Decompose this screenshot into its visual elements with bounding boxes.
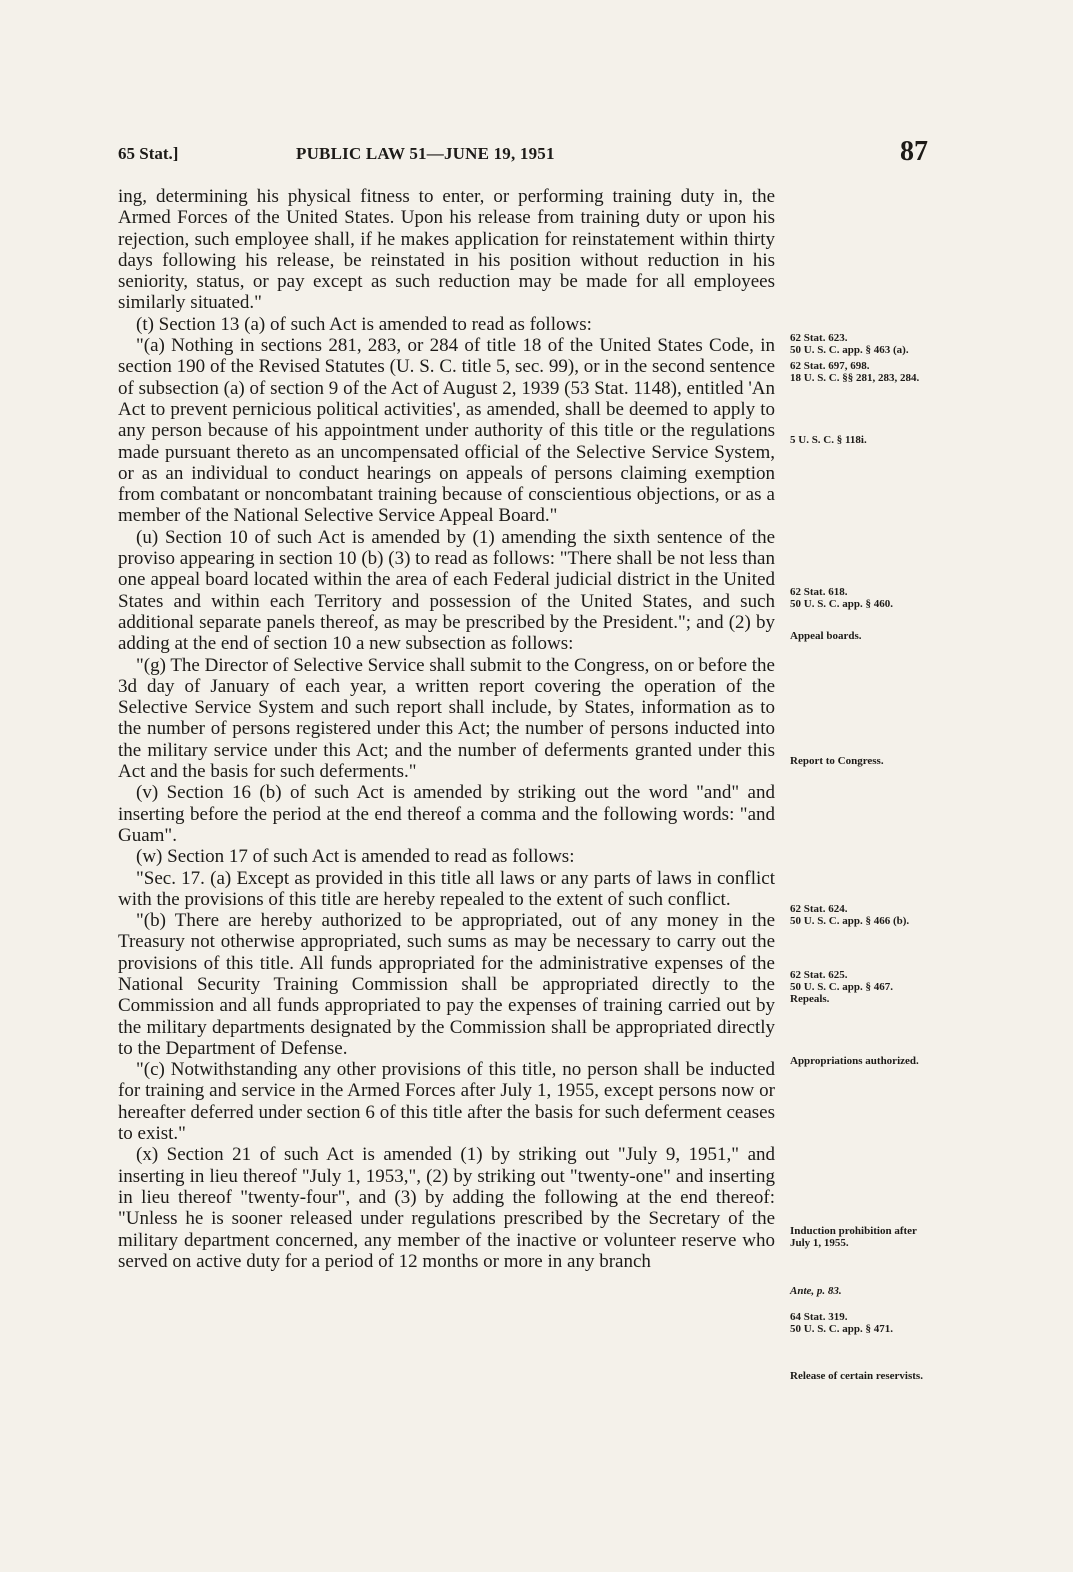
margin-note-5-usc: 5 U. S. C. § 118i. [790, 434, 867, 446]
paragraph-sec-17-a: "Sec. 17. (a) Except as provided in this title all laws or any parts of laws in conflict with the provisions of this title are hereby repealed to the extent of such conflict. [118, 867, 775, 910]
margin-note-report-to-congress: Report to Congress. [790, 755, 884, 767]
main-text [118, 186, 775, 1272]
paragraph-t: (t) Section 13 (a) of such Act is amended to read as follows: [136, 313, 592, 335]
margin-note-induction: Induction prohibition after July 1, 1955. [790, 1225, 917, 1249]
margin-note-appropriations: Appropriations authorized. [790, 1055, 919, 1067]
paragraph-sec-17-b: "(b) There are hereby authorized to be appropriated, out of any money in the Treasury not otherwise appropriated, such sums as may be necessary to carry out the provisions of this title. All funds appropriated for the administrative expenses of the National Security Training Commission shall be appropriated directly to the Commission and all funds appropriated to pay the expenses of training carried out by the military departments designated by the Commission shall be appropriated directly to the Department of Defense. [118, 910, 775, 1059]
paragraph-sec-17-c: "(c) Notwithstanding any other provisions of this title, no person shall be inducted for training and service in the Armed Forces after July 1, 1955, except persons now or hereafter deferred under section 6 of this title after the basis for such deferment ceases to exist." [118, 1059, 775, 1145]
paragraph-w: (w) Section 17 of such Act is amended to read as follows: [136, 846, 575, 868]
margin-note-stat-624: 62 Stat. 624. 50 U. S. C. app. § 466 (b). [790, 903, 910, 927]
paragraph-continuation: ing, determining his physical fitness to enter, or performing training duty in, the Armed Forces of the United States. Upon his release from training duty or upon his rejection, such employee shall, if he makes application for reinstatement within thirty days following his release, be reinstated in his position without reduction in his seniority, status, or pay except as such reduction may be made for all employees similarly situated." [118, 186, 775, 314]
margin-note-stat-625: 62 Stat. 625. 50 U. S. C. app. § 467. Repeals. [790, 969, 893, 1005]
margin-note-stat-319: 64 Stat. 319. 50 U. S. C. app. § 471. [790, 1311, 893, 1335]
paragraph-v: (v) Section 16 (b) of such Act is amended by striking out the word "and" and inserting before the period at the end thereof a comma and the following words: "and Guam". [118, 782, 775, 846]
running-title: PUBLIC LAW 51—JUNE 19, 1951 [296, 144, 555, 163]
page-header [118, 136, 928, 170]
margin-note-appeal-boards: Appeal boards. [790, 630, 862, 642]
paragraph-t-a: "(a) Nothing in sections 281, 283, or 284 of title 18 of the United States Code, in section 190 of the Revised Statutes (U. S. C. title 5, sec. 99), or in the second sentence of subsection (a) of section 9 of the Act of August 2, 1939 (53 Stat. 1148), entitled 'An Act to prevent pernicious political activities', as amended, shall be deemed to apply to any person because of his appointment under authority of this title or the regulations made pursuant thereto as an uncompensated official of the Selective Service System, or as an individual to conduct hearings on appeals of persons claiming exemption from combatant or noncombatant training because of conscientious objections, or as a member of the National Selective Service Appeal Board." [118, 335, 775, 527]
margin-note-release-reservists: Release of certain reservists. [790, 1370, 923, 1382]
paragraph-x: (x) Section 21 of such Act is amended (1) by striking out "July 9, 1951," and inserting in lieu thereof "July 1, 1953,", (2) by striking out "twenty-one" and inserting in lieu thereof "twenty-four", and (3) by adding the following at the end thereof: "Unless he is sooner released under regulations prescribed by the Secretary of the military department concerned, any member of the inactive or volunteer reserve who served on active duty for a period of 12 months or more in any branch [118, 1144, 775, 1272]
volume-reference: 65 Stat.] [118, 144, 179, 163]
margin-note-ante: Ante, p. 83. [790, 1285, 842, 1297]
paragraph-u: (u) Section 10 of such Act is amended by (1) amending the sixth sentence of the proviso appearing in section 10 (b) (3) to read as follows: "There shall be not less than one appeal board located within the area of each Federal judicial district in the United States and within each Territory and possession of the United States, and such additional separate panels thereof, as may be prescribed by the President."; and (2) by adding at the end of section 10 a new subsection as follows: [118, 526, 775, 655]
page-number: 87 [900, 136, 928, 167]
margin-note-stat-618: 62 Stat. 618. 50 U. S. C. app. § 460. [790, 586, 893, 610]
paragraph-u-g: "(g) The Director of Selective Service shall submit to the Congress, on or before the 3d day of January of each year, a written report covering the operation of the Selective Service System and such report shall include, by States, information as to the number of persons registered under this Act; the number of persons inducted into the military service under this Act; and the number of deferments granted under this Act and the basis for such deferments." [118, 654, 775, 783]
margin-note-stat-623: 62 Stat. 623. 50 U. S. C. app. § 463 (a). 62 Stat. 697, 698. 18 U. S. C. §§ 281, 283, 284. [790, 332, 920, 384]
